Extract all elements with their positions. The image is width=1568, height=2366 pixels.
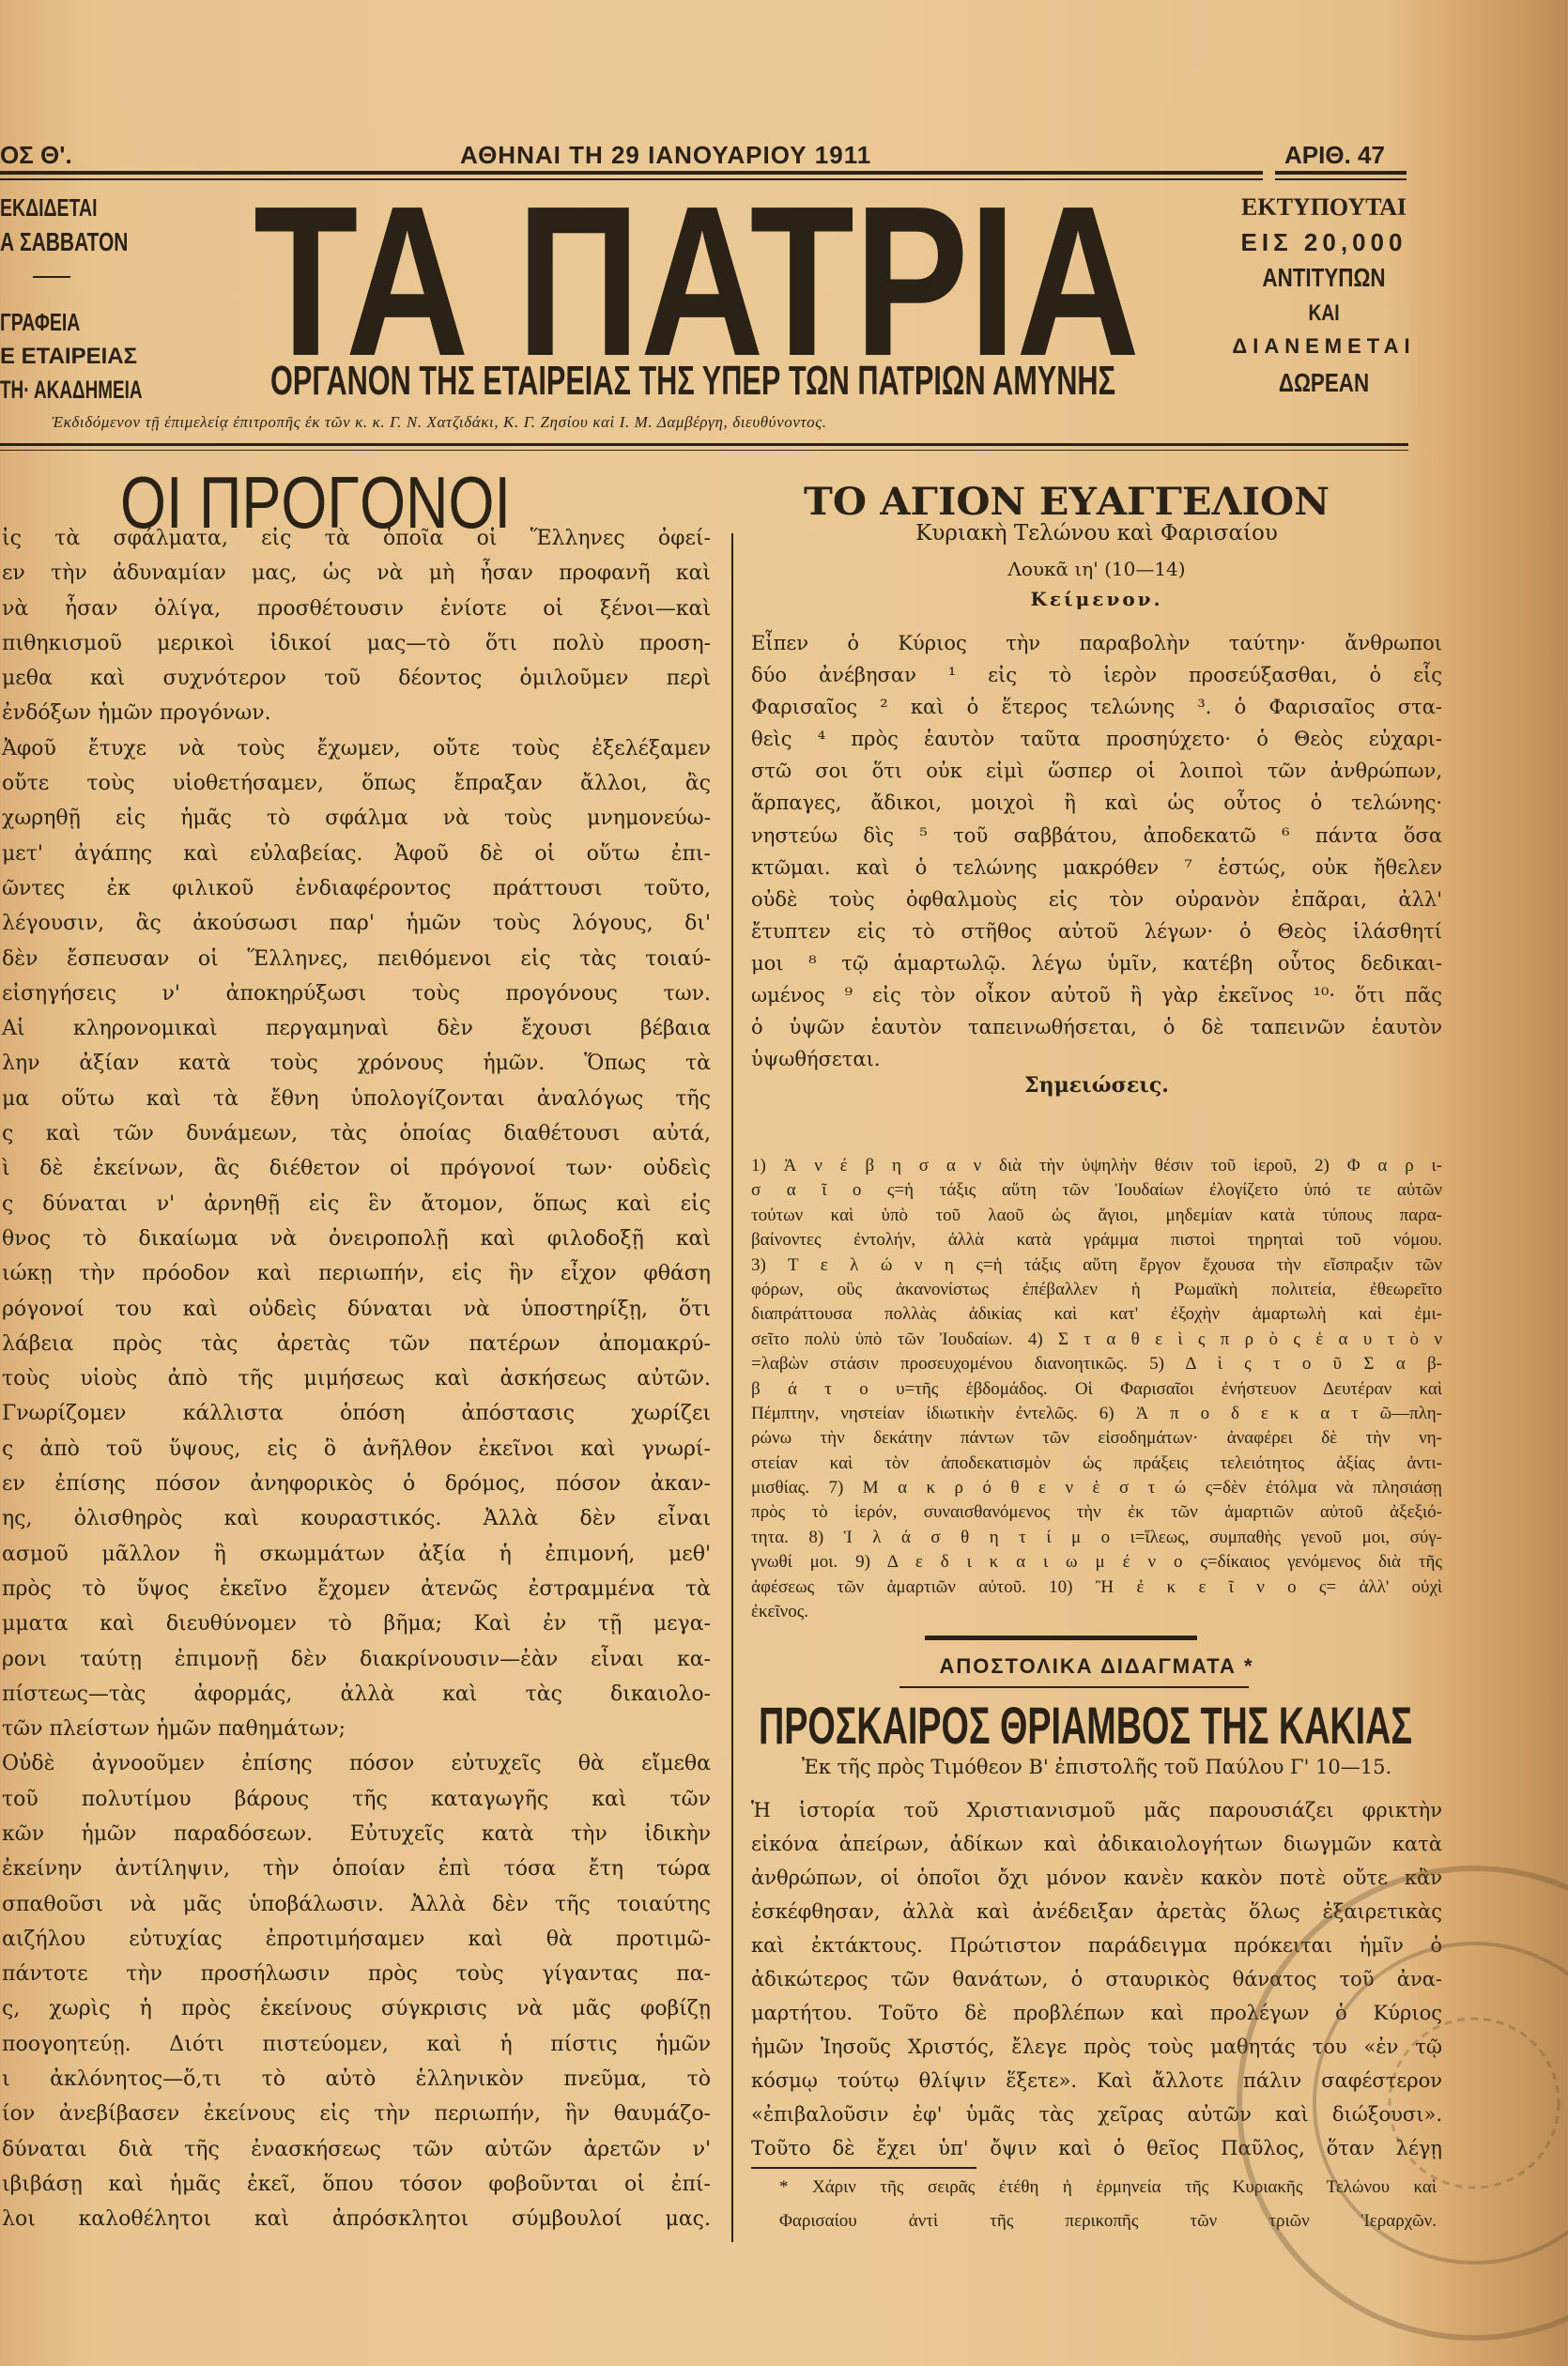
text-line: κόσμῳ τούτῳ θλίψιν ἕξετε». Καὶ ἄλλοτε πάλιν σαφέστερον (751, 2069, 1442, 2092)
note-line: =λαβὼν στάσιν προσευχομένου διανοητικῶς. 5) Δ ὶ ς τ ο ῦ Σ α β- (751, 1354, 1442, 1375)
text-line: ἐκείνην ἀντίληψιν, τὴν ὁποίαν ἐπὶ τόσα ἔτη τώρα (2, 1857, 711, 1882)
text-line: ιβιβάσῃ καὶ ἡμᾶς ἐκεῖ, ὅπου τόσον φοβοῦνται οἱ ἐπί- (2, 2172, 711, 2196)
text-line: Εἶπεν ὁ Κύριος τὴν παραβολὴν ταύτην· ἄνθρωποι (751, 632, 1442, 654)
text-line: μοι ⁸ τῷ ἁμαρτωλῷ. λέγω ὑμῖν, κατέβη οὗτος δεδικαι- (751, 951, 1442, 975)
text-line: ης, ὀλισθηρὸς καὶ κουραστικός. Ἀλλὰ δὲν εἶναι (2, 1507, 711, 1531)
text-line: αιζήλου εὐτυχίας ἐπροτιμήσαμεν καὶ θὰ προτιμῶ- (2, 1927, 711, 1951)
text-line: νηστεύω δὶς ⁵ τοῦ σαββάτου, ἀποδεκατῶ ⁶ πάντα ὅσα (751, 823, 1442, 847)
note-line: 3) Τ ε λ ώ ν η ς=ἡ τάξις αὕτη ἔργον ἔχουσα τὴν εἴσπραξιν τῶν (751, 1254, 1442, 1275)
library-seal (1211, 1840, 1568, 2366)
info-line: ΕΙΣ 20,000 (1240, 228, 1407, 256)
note-line: ρώνω τὴν δεκάτην πάντων τῶν εἰσοδημάτων· ἀναφέρει δὲ τὴν νη- (751, 1428, 1442, 1449)
note-line: φόρων, οὓς ἀκανονίστως ἐπέβαλλεν ἡ Ρωμαϊκὴ πολιτεία, ἐθεωρεῖτο (751, 1279, 1442, 1299)
text-line: εν τὴν ἀδυναμίαν μας, ὡς νὰ μὴ ἦσαν προφανῆ καὶ (2, 561, 711, 586)
dateline: ΑΘΗΝΑΙ ΤΗ 29 ΙΑΝΟΥΑΡΙΟΥ 1911 (460, 141, 872, 169)
text-line: Ἀφοῦ ἔτυχε νὰ τοὺς ἔχωμεν, οὔτε τοὺς ἐξελέξαμεν (2, 736, 711, 760)
info-line: ΔΙΑΝΕΜΕΤΑΙ (1232, 334, 1416, 358)
headline-text: ΠΡΟΣΚΑΙΡΟΣ ΘΡΙΑΜΒΟΣ ΤΗΣ ΚΑΚΙΑΣ (759, 1696, 1412, 1751)
editors-line: Ἐκδιδόμενον τῇ ἐπιμελείᾳ ἐπιτροπῆς ἐκ τῶν κ. κ. Γ. Ν. Χατζιδάκι, Κ. Γ. Ζησίου καὶ Ι. Μ. Δαμβέργη, διευθύνοντος. (52, 413, 827, 431)
note-line: πρὸς τὸ ἱερόν, συναισθανόμενος τὴν ἐκ τῶν ἁμαρτιῶν αὐτοῦ ἀξεξιό- (751, 1502, 1442, 1523)
text-line: ἡμῶν Ἰησοῦς Χριστός, ἔλεγε πρὸς τοὺς μαθητάς του «ἐν τῷ (751, 2036, 1442, 2058)
newspaper-title (246, 188, 1147, 366)
text-line: μματα καὶ διευθύνομεν τὸ βῆμα; Καὶ ἐν τῇ μεγα- (2, 1612, 711, 1636)
issue-number: ΑΡΙΘ. 47 (1284, 141, 1385, 169)
text-line: δύναται διὰ τῆς ἐνασκήσεως τῶν αὐτῶν ἀρετῶν ν' (2, 2137, 711, 2161)
text-line: θνος τὸ δικαίωμα νὰ ὀνειροπολῇ καὶ φιλοδοξῇ καὶ (2, 1226, 711, 1251)
text-line: τοὺς υἱοὺς ἀπὸ τῆς μιμήσεως καὶ ἀσκήσεως αὐτῶν. (2, 1367, 711, 1391)
text-line: λάβεια πρὸς τὰς ἀρετὰς τῶν πατέρων ἀπομακρύ- (2, 1331, 711, 1356)
headline-text: ΟΙ ΠΡΟΓΟΝΟΙ (120, 469, 511, 535)
text-line: ἅρπαγες, ἄδικοι, μοιχοὶ ἢ καὶ ὡς οὗτος ὁ τελώνης· (751, 791, 1442, 815)
gospel-notes (751, 1154, 1442, 1624)
text-line: ποογοητεύῃ. Διότι πιστεύομεν, καὶ ἡ πίστις ἡμῶν (2, 2032, 711, 2056)
text-line: ἐσκέφθησαν, ἀλλὰ καὶ ἀνέδειξαν ἀρετὰς ὅλως ἐξαιρετικὰς (751, 1900, 1442, 1923)
text-line: λην ἀξίαν κατὰ τοὺς χρόνους ἡμῶν. Ὅπως τὰ (2, 1052, 711, 1076)
text-line: τοῦ πολυτίμου βάρους τῆς καταγωγῆς καὶ τῶν (2, 1787, 711, 1811)
text-line: ἀδικώτερος τῶν θανάτων, ὁ σταυρικὸς θάνατος τοῦ ἀνα- (751, 1968, 1442, 1990)
note-line: τούτων καὶ ὑπὸ τοῦ λαοῦ ὡς ἅγιοι, μηδεμίαν κατὰ τύπους παρα- (751, 1205, 1442, 1225)
volume-label: ΟΣ Θ'. (0, 141, 72, 169)
note-line: μισθίας. 7) Μ α κ ρ ό θ ε ν ἑ σ τ ώ ς=δὲν ἐτόλμα νὰ πλησιάσῃ (751, 1478, 1442, 1498)
text-line: μετ' ἀγάπης καὶ εὐλαβείας. Ἀφοῦ δὲ οἱ οὕτω ἐπι- (2, 841, 711, 866)
article-body-progonoi (2, 521, 711, 2237)
notes-heading: Σημειώσεις. (1024, 1073, 1169, 1098)
text-line: Τοῦτο δὲ ἔχει ὑπ' ὄψιν καὶ ὁ θεῖος Παῦλος, ὅταν λέγῃ (751, 2137, 1442, 2159)
text-line: ς καὶ τῶν δυνάμεων, τὰς ὁποίας διαθέτουσι αὐτά, (2, 1122, 711, 1146)
text-line: λέγουσιν, ἂς ἀκούσωσι παρ' ἡμῶν τοὺς λόγους, δι' (2, 912, 711, 936)
headline-text: ΤΟ ΑΓΙΟΝ ΕΥΑΓΓΕΛΙΟΝ (804, 480, 1330, 522)
text-line: μαρτήτου. Τοῦτο δὲ προβλέπων καὶ προλέγων ὁ Κύριος (751, 2002, 1442, 2024)
text-line: ὑψωθήσεται. (751, 1048, 881, 1071)
column-divider (731, 533, 733, 2242)
text-line: ς, χωρὶς ἡ πρὸς ἐκείνους σύγκρισις νὰ μᾶς φοβίζῃ (2, 1997, 711, 2021)
info-line: Α ΣΑΒΒΑΤΟΝ (0, 227, 129, 256)
gospel-reference: Λουκᾶ ιη' (10—14) (1007, 558, 1186, 580)
text-line: Φαρισαῖος ² καὶ ὁ ἕτερος τελώνης ³. ὁ Φαρισαῖος στα- (751, 696, 1442, 719)
seal-center (1390, 2019, 1559, 2188)
text-line: ὶ δὲ ἐκείνων, ἃς διέθετον οἱ πρόγονοί των· οὐδεὶς (2, 1157, 711, 1181)
info-line: ΔΩΡΕΑΝ (1278, 368, 1370, 397)
text-line: ς δύναται ν' ἀρνηθῇ εἰς ἓν ἄτομον, ὅπως καὶ εἰς (2, 1191, 711, 1216)
kicker-underline (899, 1686, 1249, 1688)
info-line: ΕΚΔΙΔΕΤΑΙ (0, 193, 98, 222)
text-line: πιθηκισμοῦ μερικοὶ ἰδικοί μας—τὸ ὅτι πολὺ προση- (2, 631, 711, 655)
article-title-gospel (798, 475, 1343, 522)
text-line: κτῶμαι. καὶ ὁ τελώνης μακρόθεν ⁷ ἑστώς, οὐκ ἤθελεν (751, 855, 1442, 879)
info-line: ΓΡΑΦΕΙΑ (0, 308, 81, 336)
text-line: ιώκῃ τὴν πρόοδον καὶ περιωπήν, εἰς ἣν εἶχον φθάση (2, 1262, 711, 1286)
note-line: β ά τ ο υ=τῆς ἑβδομάδος. Οἱ Φαρισαῖοι ἐνήστευον Δευτέραν καὶ (751, 1378, 1442, 1399)
header-rule-top (0, 171, 1263, 175)
info-line: Ε ΕΤΑΙΡΕΙΑΣ (0, 344, 137, 369)
text-line: οὐδὲ τοὺς ὀφθαλμοὺς εἰς τὸν οὐρανὸν ἐπᾶραι, ἀλλ' (751, 887, 1442, 911)
header-rule-bottom (0, 443, 1408, 446)
text-line: εἰκόνα ἀπείρων, ἀδίκων καὶ ἀδικαιολογήτων διωγμῶν κατὰ (751, 1833, 1442, 1855)
text-line: εἰσηγήσεις ν' ἀποκηρύξωσι τοὺς προγόνους των. (2, 981, 711, 1006)
text-line: Οὐδὲ ἀγνοοῦμεν ἐπίσης πόσον εὐτυχεῖς θὰ εἴμεθα (2, 1752, 711, 1776)
info-line: ΑΝΤΙΤΥΠΩΝ (1262, 263, 1386, 292)
gospel-subtitle: Κυριακὴ Τελώνου καὶ Φαρισαίου (915, 521, 1278, 545)
header-rule-bottom-2 (0, 450, 1408, 451)
note-line: τητα. 8) Ἱ λ ά σ θ η τ ί μ ο ι=ἵλεως, συμπαθὴς γενοῦ μοι, σύγ- (751, 1527, 1442, 1547)
text-line: ρονι ταύτῃ ἐπιμονῇ δὲν διακρίνουσιν—ἐὰν εἶναι κα- (2, 1647, 711, 1671)
text-line: Ἡ ἱστορία τοῦ Χριστιανισμοῦ μᾶς παρουσιάζει φρικτὴν (751, 1799, 1442, 1821)
text-line: ῶντες ἐκ φιλικοῦ ἐνδιαφέροντος πράττουσι τοῦτο, (2, 876, 711, 900)
note-line: γνωθί μοι. 9) Δ ε δ ι κ α ι ω μ έ ν ο ς=δίκαιος γενόμενος διὰ τῆς (751, 1552, 1442, 1573)
text-line: «ἐπιβαλοῦσιν ἐφ' ὑμᾶς τὰς χεῖρας αὐτῶν καὶ διώξουσι». (751, 2103, 1442, 2126)
note-line: ἐκεῖνος. (751, 1602, 809, 1622)
text-line: μα οὕτω καὶ τὰ ἔθνη ὑπολογίζονται ἀναλόγως τῆς (2, 1086, 711, 1111)
footnote-line: Φαρισαίου ἀντὶ τῆς περικοπῆς τῶν τριῶν Ἱεραρχῶν. (779, 2211, 1437, 2231)
text-line: οὔτε τοὺς υἱοθετήσαμεν, ὅπως ἔπραξαν ἄλλοι, ἂς (2, 772, 711, 796)
seal-inner-ring (1314, 1944, 1568, 2263)
text-line: ς ἀπὸ τοῦ ὕψους, εἰς ὃ ἀνῆλθον ἐκεῖνοι καὶ γνωρί- (2, 1436, 711, 1461)
text-line: Γνωρίζομεν κάλλιστα ὁπόση ἀπόστασις χωρίζει (2, 1402, 711, 1426)
note-line: ἀφέσεως τῶν ἁμαρτιῶν αὐτοῦ. 10) Ἢ ἐ κ ε ῖ ν ο ς= ἀλλ' οὐχὶ (751, 1576, 1442, 1597)
text-line: ἀνθρώπων, οἱ ὁποῖοι ὄχι μόνον κανὲν κακὸν ποτὲ οὔτε κἂν (751, 1867, 1442, 1889)
text-line: θεὶς ⁴ πρὸς ἑαυτὸν ταῦτα προσηύχετο· ὁ Θεὸς εὐχαρι- (751, 728, 1442, 751)
text-line: ἔτυπτεν εἰς τὸ στῆθος αὐτοῦ λέγων· ὁ Θεὸς ἱλάσθητί (751, 919, 1442, 943)
section-kicker: ΑΠΟΣΤΟΛΙΚΑ ΔΙΔΑΓΜΑΤΑ * (939, 1654, 1254, 1678)
text-line: ίον ἀνεβίβασεν ἐκείνους εἰς τὴν περιωπήν, ἣν θαυμάζο- (2, 2102, 711, 2127)
newspaper-subtitle (263, 355, 1127, 402)
text-line: δύο ἀνέβησαν ¹ εἰς τὸ ἱερὸν προσεύξασθαι, ὁ εἷς (751, 664, 1442, 687)
footnote-rule (751, 2167, 976, 2169)
text-line: λοι καλοθέλητοι καὶ ἀπρόσκλητοι σύμβουλοί μας. (2, 2207, 711, 2232)
text-line: πίστεως—τὰς ἀφορμάς, ἀλλὰ καὶ τὰς δικαιολο- (2, 1682, 711, 1706)
note-line: σεῖτο πολὺ ὑπὸ τῶν Ἰουδαίων. 4) Σ τ α θ ε ὶ ς π ρ ὸ ς ἑ α υ τ ὸ ν (751, 1329, 1442, 1349)
note-line: Πέμπτην, νηστείαν ἰδιωτικὴν ἐντελῶς. 6) Ἀ π ο δ ε κ α τ ῶ—πλη- (751, 1403, 1442, 1423)
issue-rule (1275, 171, 1407, 175)
article-title-kakia (751, 1695, 1427, 1751)
text-line: ρόγονοί του καὶ οὐδεὶς δύναται νὰ ὑποστηρίξῃ, ὅτι (2, 1297, 711, 1321)
text-line: τῶν πλείστων ἡμῶν παθημάτων; (2, 1717, 346, 1742)
text-line: κῶν ἡμῶν παραδόσεων. Εὐτυχεῖς κατὰ τὴν ἰδικὴν (2, 1821, 711, 1846)
text-line: Αἱ κληρονομικαὶ περγαμηναὶ δὲν ἔχουσι βέβαια (2, 1017, 711, 1041)
text-line: καὶ ἐκτάκτους. Πρώτιστον παράδειγμα πρόκειται ἡμῖν ὁ (751, 1934, 1442, 1957)
text-line: ασμοῦ μᾶλλον ἢ σκωμμάτων ἀξία ἡ ἐπιμονή, μεθ' (2, 1542, 711, 1566)
text-line: μεθα καὶ συχνότερον τοῦ δέοντος ὁμιλοῦμεν περὶ (2, 667, 711, 691)
text-line: εν ἐπίσης πόσον ἀνηφορικὸς ὁ δρόμος, πόσον ἀκαν- (2, 1472, 711, 1497)
note-line: στείαν καὶ τὸν ἀποδεκατισμὸν ὡς πράξεις τελειότητος ἀξίας ἀντι- (751, 1452, 1442, 1473)
info-line: ΕΚΤΥΠΟΥΤΑΙ (1241, 193, 1407, 221)
gospel-text (751, 627, 1442, 1075)
note-line: σ α ῖ ο ς=ἡ τάξις αὕτη τῶν Ἰουδαίων ἐλογίζετο ὑπό τε αὐτῶν (751, 1180, 1442, 1201)
text-line: ἐνδόξων ἡμῶν προγόνων. (2, 701, 271, 726)
text-line: ὁ ὑψῶν ἑαυτὸν ταπεινωθήσεται, ὁ δὲ ταπεινῶν ἑαυτὸν (751, 1016, 1442, 1039)
text-line: στῶ σοι ὅτι οὐκ εἰμὶ ὥσπερ οἱ λοιποὶ τῶν ἀνθρώπων, (751, 760, 1442, 783)
note-line: διαπράττουσα πολλὰς ἀδικίας καὶ κατ' ἐξοχὴν ἁμαρτωλὴ καὶ ἐμι- (751, 1304, 1442, 1325)
kakia-subtitle: Ἐκ τῆς πρὸς Τιμόθεον Β' ἐπιστολῆς τοῦ Παύλου Γ' 10—15. (801, 1756, 1392, 1778)
info-line: ΚΑΙ (1308, 300, 1340, 326)
note-line: βαίνοντες ἐντολήν, ἀλλὰ κατὰ γράμμα πιστοὶ τηρηταὶ τοῦ νόμου. (751, 1230, 1442, 1251)
header-rule-top-2 (0, 178, 1263, 180)
text-line: δὲν ἔσπευσαν οἱ Ἕλληνες, πειθόμενοι εἰς τὰς τοιαύ- (2, 946, 711, 971)
text-line: χωρηθῇ εἰς ἡμᾶς τὸ σφάλμα νὰ τοὺς μνημονεύω- (2, 807, 711, 831)
section-divider (925, 1636, 1197, 1640)
text-line: ἰς τὰ σφάλματα, εἰς τὰ ὁποῖα οἱ Ἕλληνες ὀφεί- (2, 527, 711, 550)
issue-rule-2 (1275, 178, 1407, 180)
text-line: σπαθοῦσι νὰ μᾶς ὑποβάλωσιν. Ἀλλὰ δὲν τῆς τοιαύτης (2, 1892, 711, 1916)
info-line: ΤΗ· ΑΚΑΔΗΜΕΙΑ (0, 376, 143, 404)
note-line: 1) Ἀ ν έ β η σ α ν διὰ τὴν ὑψηλὴν θέσιν τοῦ ἱεροῦ, 2) Φ α ρ ι- (751, 1156, 1442, 1175)
footnote-line: * Χάριν τῆς σειρᾶς ἐτέθη ἡ ἑρμηνεία τῆς Κυριακῆς Τελώνου καὶ (779, 2177, 1437, 2197)
seal-outer-ring (1239, 1868, 1568, 2338)
text-line: ι ἀκλόνητος—ὅ,τι τὸ αὐτὸ ἑλληνικὸν πνεῦμα, τὸ (2, 2067, 711, 2092)
info-divider (33, 276, 70, 278)
text-line: πάντοτε τὴν προσήλωσιν πρὸς τοὺς γίγαντας πα- (2, 1962, 711, 1987)
subtitle-text: ΟΡΓΑΝΟΝ ΤΗΣ ΕΤΑΙΡΕΙΑΣ ΤΗΣ ΥΠΕΡ ΤΩΝ ΠΑΤΡΙΩΝ ΑΜΥΝΗΣ (270, 358, 1115, 402)
text-line: πρὸς τὸ ὕψος ἐκεῖνο ἔχομεν ἀτενῶς ἐστραμμένα τὰ (2, 1576, 711, 1601)
text-heading: Κείμενον. (1030, 588, 1163, 610)
title-text: ΤΑ ΠΑΤΡΙΑ (254, 188, 1140, 366)
text-line: νὰ ἦσαν ὀλίγα, προσθέτουσιν ἐνίοτε οἱ ξένοι—καὶ (2, 596, 711, 621)
text-line: ωμένος ⁹ εἰς τὸν οἶκον αὐτοῦ ἢ γὰρ ἐκεῖνος ¹⁰· ὅτι πᾶς (751, 984, 1442, 1007)
